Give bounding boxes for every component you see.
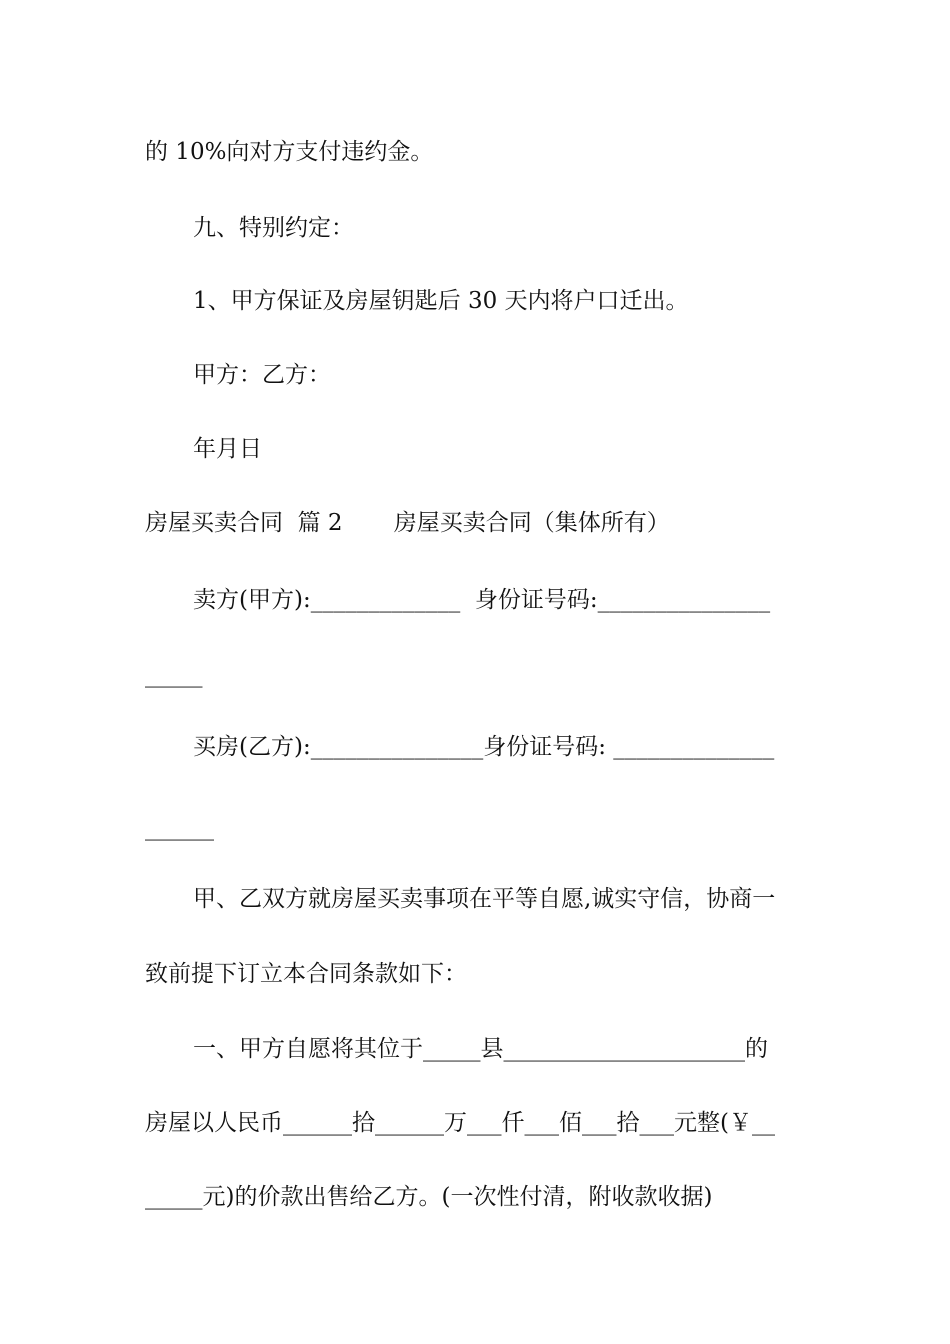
text-line: 1、甲方保证及房屋钥匙后 30 天内将户口迁出。 [193, 288, 689, 314]
clause-1-line: 一、甲方自愿将其位于_____县_____________________的 [193, 1036, 768, 1062]
signature-parties: 甲方：乙方： [193, 362, 331, 388]
section-heading: 九、特别约定： [193, 215, 354, 241]
contract-title: 房屋买卖合同 篇 2 房屋买卖合同（集体所有） [145, 510, 670, 536]
text-line: 甲、乙双方就房屋买卖事项在平等自愿,诚实守信，协商一 [193, 886, 776, 912]
signature-date: 年月日 [193, 436, 262, 462]
blank-line: _____ [145, 662, 203, 688]
text-line: 致前提下订立本合同条款如下： [145, 961, 467, 987]
buyer-line: 买房(乙方):_______________身份证号码: ______________ [193, 734, 775, 760]
clause-1-line: 房屋以人民币______拾______万___仟___佰___拾___元整(￥__ [145, 1110, 775, 1136]
blank-line: ______ [145, 815, 214, 841]
clause-1-line: _____元)的价款出售给乙方。(一次性付清，附收款收据) [145, 1184, 713, 1210]
text-line: 的 10%向对方支付违约金。 [145, 139, 434, 165]
seller-line: 卖方(甲方):_____________ 身份证号码:_______________ [193, 587, 771, 613]
